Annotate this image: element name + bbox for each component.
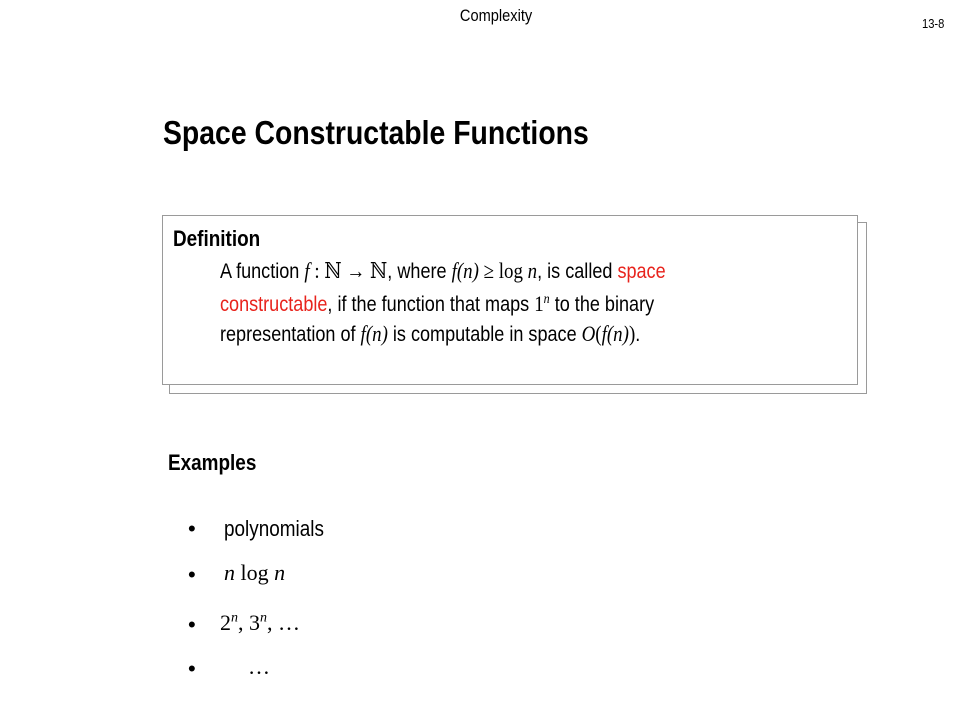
- example-ellipsis: …: [248, 654, 270, 679]
- space-term: space: [617, 260, 666, 283]
- bullet-icon: •: [188, 656, 196, 681]
- definition-line-2: constructable, if the function that maps 1$^n$ to the binary: [220, 291, 655, 316]
- example-n-log-n: n log n: [224, 560, 286, 585]
- bullet-icon: •: [188, 562, 196, 587]
- example-exponentials: 2$^n$, 3$^n$, …: [220, 610, 300, 635]
- definition-line-1: A function f : ℕ → ℕ, where f(n) ≥ log n, is called space: [220, 258, 666, 283]
- example-polynomials: polynomials: [224, 516, 324, 541]
- page-number: 13-8: [922, 16, 945, 31]
- definition-box: [162, 215, 858, 385]
- definition-line-3: representation of f(n) is computable in space O(f(n)).: [220, 321, 641, 346]
- slide-title: Space Constructable Functions: [163, 114, 589, 151]
- examples-heading: Examples: [168, 450, 257, 475]
- bullet-icon: •: [188, 516, 196, 541]
- header-title: Complexity: [459, 6, 533, 25]
- definition-heading: Definition: [173, 226, 261, 251]
- constructable-term: constructable: [220, 293, 328, 316]
- bullet-icon: •: [188, 612, 196, 637]
